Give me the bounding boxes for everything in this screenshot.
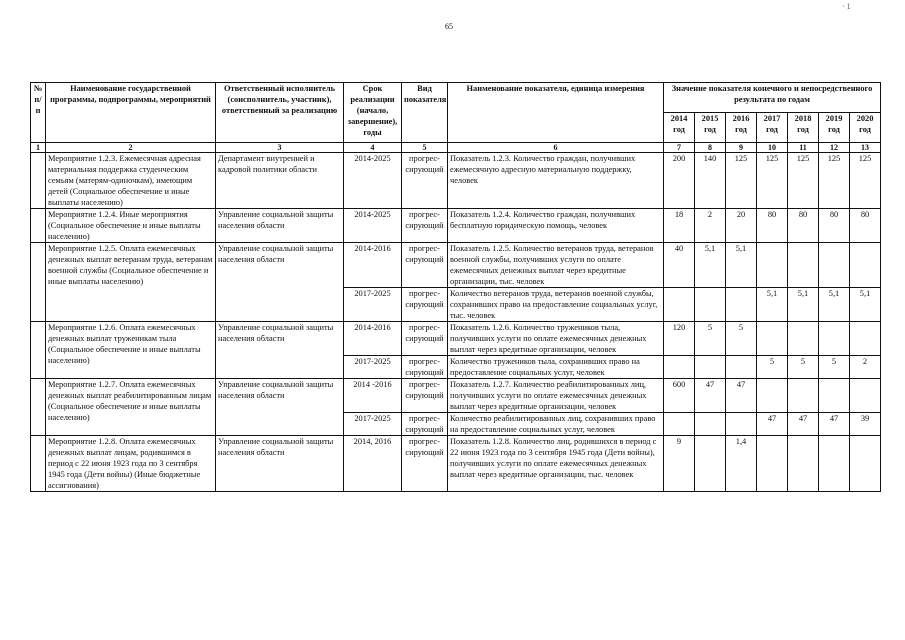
column-number: 11 [788,143,819,153]
header-year: 2018 год [788,113,819,143]
year-value: 2 [695,209,726,243]
year-value [695,356,726,379]
indicator-name: Показатель 1.2.6. Количество тружеников тыла, получивших услуги по оплате ежемесячных денежных выплат через кредитные организации, человек [448,322,664,356]
column-number: 3 [216,143,344,153]
year-value: 5,1 [819,288,850,322]
column-number: 7 [664,143,695,153]
corner-mark: · 1 [842,2,851,11]
year-value [695,413,726,436]
indicator-name: Показатель 1.2.3. Количество граждан, получивших ежемесячную адресную материальную поддержку, человек [448,153,664,209]
row-number-cell [31,153,46,209]
year-value: 80 [850,209,881,243]
indicator-name: Количество тружеников тыла, сохранивших право на предоставление социальных услуг, человек [448,356,664,379]
row-number-cell [31,243,46,322]
measure-name: Мероприятие 1.2.8. Оплата ежемесячных денежных выплат лицам, родившимся в период с 22 июня 1923 года по 3 сентября 1945 года (Дети войны) (Иные бюджетные ассигнования) [46,436,216,492]
indicator-kind: прогрес- сирующий [402,436,448,492]
year-value: 125 [788,153,819,209]
period: 2014-2025 [344,209,402,243]
measure-name: Мероприятие 1.2.5. Оплата ежемесячных денежных выплат ветеранам труда, ветеранам военной службы (Социальное обеспечение и иные выплаты населению) [46,243,216,322]
column-number: 10 [757,143,788,153]
header-executor: Ответственный исполнитель (соисполнитель, участник), ответственный за реализацию [216,83,344,143]
year-value [788,243,819,288]
year-value [850,436,881,492]
column-number: 9 [726,143,757,153]
year-value: 47 [726,379,757,413]
year-value: 5 [726,322,757,356]
year-value [664,356,695,379]
indicator-kind: прогрес- сирующий [402,379,448,413]
page-number: 65 [445,22,453,31]
year-value: 140 [695,153,726,209]
year-value: 9 [664,436,695,492]
header-year: 2017 год [757,113,788,143]
year-value [819,379,850,413]
indicator-kind: прогрес- сирующий [402,322,448,356]
measure-name: Мероприятие 1.2.3. Ежемесячная адресная материальная поддержка студенческим семьям (матерям-одиночкам), имеющим детей (Социальное обеспечение и иные выплаты населению) [46,153,216,209]
year-value [695,288,726,322]
year-value [788,322,819,356]
year-value: 39 [850,413,881,436]
year-value: 5,1 [726,243,757,288]
period: 2017-2025 [344,413,402,436]
indicator-name: Показатель 1.2.4. Количество граждан, получивших бесплатную юридическую помощь, человек [448,209,664,243]
table-row [31,153,881,209]
header-values-group: Значение показателя конечного и непосредственного результата по годам [664,83,881,113]
row-number-cell [31,209,46,243]
measure-name: Мероприятие 1.2.6. Оплата ежемесячных денежных выплат труженикам тыла (Социальное обеспечение и иные выплаты населению) [46,322,216,379]
year-value: 40 [664,243,695,288]
year-value: 600 [664,379,695,413]
year-value [664,413,695,436]
year-value [788,436,819,492]
year-value: 47 [819,413,850,436]
indicator-kind: прогрес- сирующий [402,243,448,288]
measure-name: Мероприятие 1.2.4. Иные мероприятия (Социальное обеспечение и иные выплаты населению) [46,209,216,243]
year-value: 120 [664,322,695,356]
year-value: 125 [850,153,881,209]
indicator-name: Показатель 1.2.8. Количество лиц, родившихся в период с 22 июня 1923 года по 3 сентября 1945 года (Дети войны), получивших услуги по оплате ежемесячных денежных выплат через кредитные организации, тыс. человек [448,436,664,492]
year-value [726,288,757,322]
measure-name: Мероприятие 1.2.7. Оплата ежемесячных денежных выплат реабилитированным лицам (Социальное обеспечение и иные выплаты населению) [46,379,216,436]
header-period: Срок реализации (начало, завершение), годы [344,83,402,143]
indicator-kind: прогрес- сирующий [402,209,448,243]
year-value: 5,1 [850,288,881,322]
header-year: 2016 год [726,113,757,143]
year-value [726,413,757,436]
row-number-cell [31,379,46,436]
column-number: 2 [46,143,216,153]
executor: Департамент внутренней и кадровой политики области [216,153,344,209]
header-year: 2015 год [695,113,726,143]
table-row [31,436,881,492]
row-number-cell [31,436,46,492]
year-value [788,379,819,413]
year-value [757,243,788,288]
year-value: 5,1 [757,288,788,322]
year-value [850,322,881,356]
indicator-kind: прогрес- сирующий [402,153,448,209]
table-row [31,379,881,413]
header-indicator: Наименование показателя, единица измерения [448,83,664,143]
indicator-name: Количество ветеранов труда, ветеранов военной службы, сохранивших право на предоставление социальных услуг, тыс. человек [448,288,664,322]
year-value: 47 [695,379,726,413]
year-value [819,322,850,356]
column-number: 6 [448,143,664,153]
year-value [850,243,881,288]
year-value: 5 [695,322,726,356]
year-value [726,356,757,379]
executor: Управление социальной защиты населения области [216,243,344,322]
year-value: 200 [664,153,695,209]
year-value [695,436,726,492]
period: 2017-2025 [344,288,402,322]
year-value: 5 [819,356,850,379]
indicator-kind: прогрес- сирующий [402,288,448,322]
table-row [31,322,881,356]
header-kind: Вид показателя [402,83,448,143]
year-value [850,379,881,413]
program-table [30,82,881,492]
column-number: 4 [344,143,402,153]
indicator-name: Показатель 1.2.5. Количество ветеранов труда, ветеранов военной службы, получивших услуги по оплате ежемесячных денежных выплат через кредитные организации, тыс. человек [448,243,664,288]
year-value: 1,4 [726,436,757,492]
year-value [664,288,695,322]
header-number: № п/п [31,83,46,143]
period: 2014-2016 [344,243,402,288]
executor: Управление социальной защиты населения области [216,322,344,379]
year-value [757,322,788,356]
executor: Управление социальной защиты населения области [216,209,344,243]
year-value: 47 [788,413,819,436]
year-value: 80 [757,209,788,243]
header-year: 2019 год [819,113,850,143]
year-value: 125 [726,153,757,209]
header-program: Наименование государственной программы, подпрограммы, мероприятий [46,83,216,143]
period: 2017-2025 [344,356,402,379]
header-year: 2020 год [850,113,881,143]
year-value: 18 [664,209,695,243]
period: 2014 -2016 [344,379,402,413]
year-value: 2 [850,356,881,379]
executor: Управление социальной защиты населения области [216,379,344,436]
year-value [819,436,850,492]
column-number: 5 [402,143,448,153]
header-year: 2014 год [664,113,695,143]
year-value: 5 [788,356,819,379]
year-value [757,379,788,413]
indicator-kind: прогрес- сирующий [402,413,448,436]
year-value [757,436,788,492]
year-value: 5,1 [695,243,726,288]
year-value: 47 [757,413,788,436]
year-value: 20 [726,209,757,243]
table-row [31,243,881,288]
year-value: 80 [788,209,819,243]
table-row [31,209,881,243]
year-value [819,243,850,288]
year-value: 80 [819,209,850,243]
year-value: 5 [757,356,788,379]
period: 2014-2025 [344,153,402,209]
indicator-kind: прогрес- сирующий [402,356,448,379]
period: 2014-2016 [344,322,402,356]
indicator-name: Количество реабилитированных лиц, сохранивших право на предоставление социальных услуг, человек [448,413,664,436]
executor: Управление социальной защиты населения области [216,436,344,492]
column-number: 12 [819,143,850,153]
year-value: 125 [819,153,850,209]
column-number: 13 [850,143,881,153]
period: 2014, 2016 [344,436,402,492]
column-number: 8 [695,143,726,153]
year-value: 5,1 [788,288,819,322]
row-number-cell [31,322,46,379]
column-number: 1 [31,143,46,153]
indicator-name: Показатель 1.2.7. Количество реабилитированных лиц, получивших услуги по оплате ежемесячных денежных выплат через кредитные организации, человек [448,379,664,413]
year-value: 125 [757,153,788,209]
